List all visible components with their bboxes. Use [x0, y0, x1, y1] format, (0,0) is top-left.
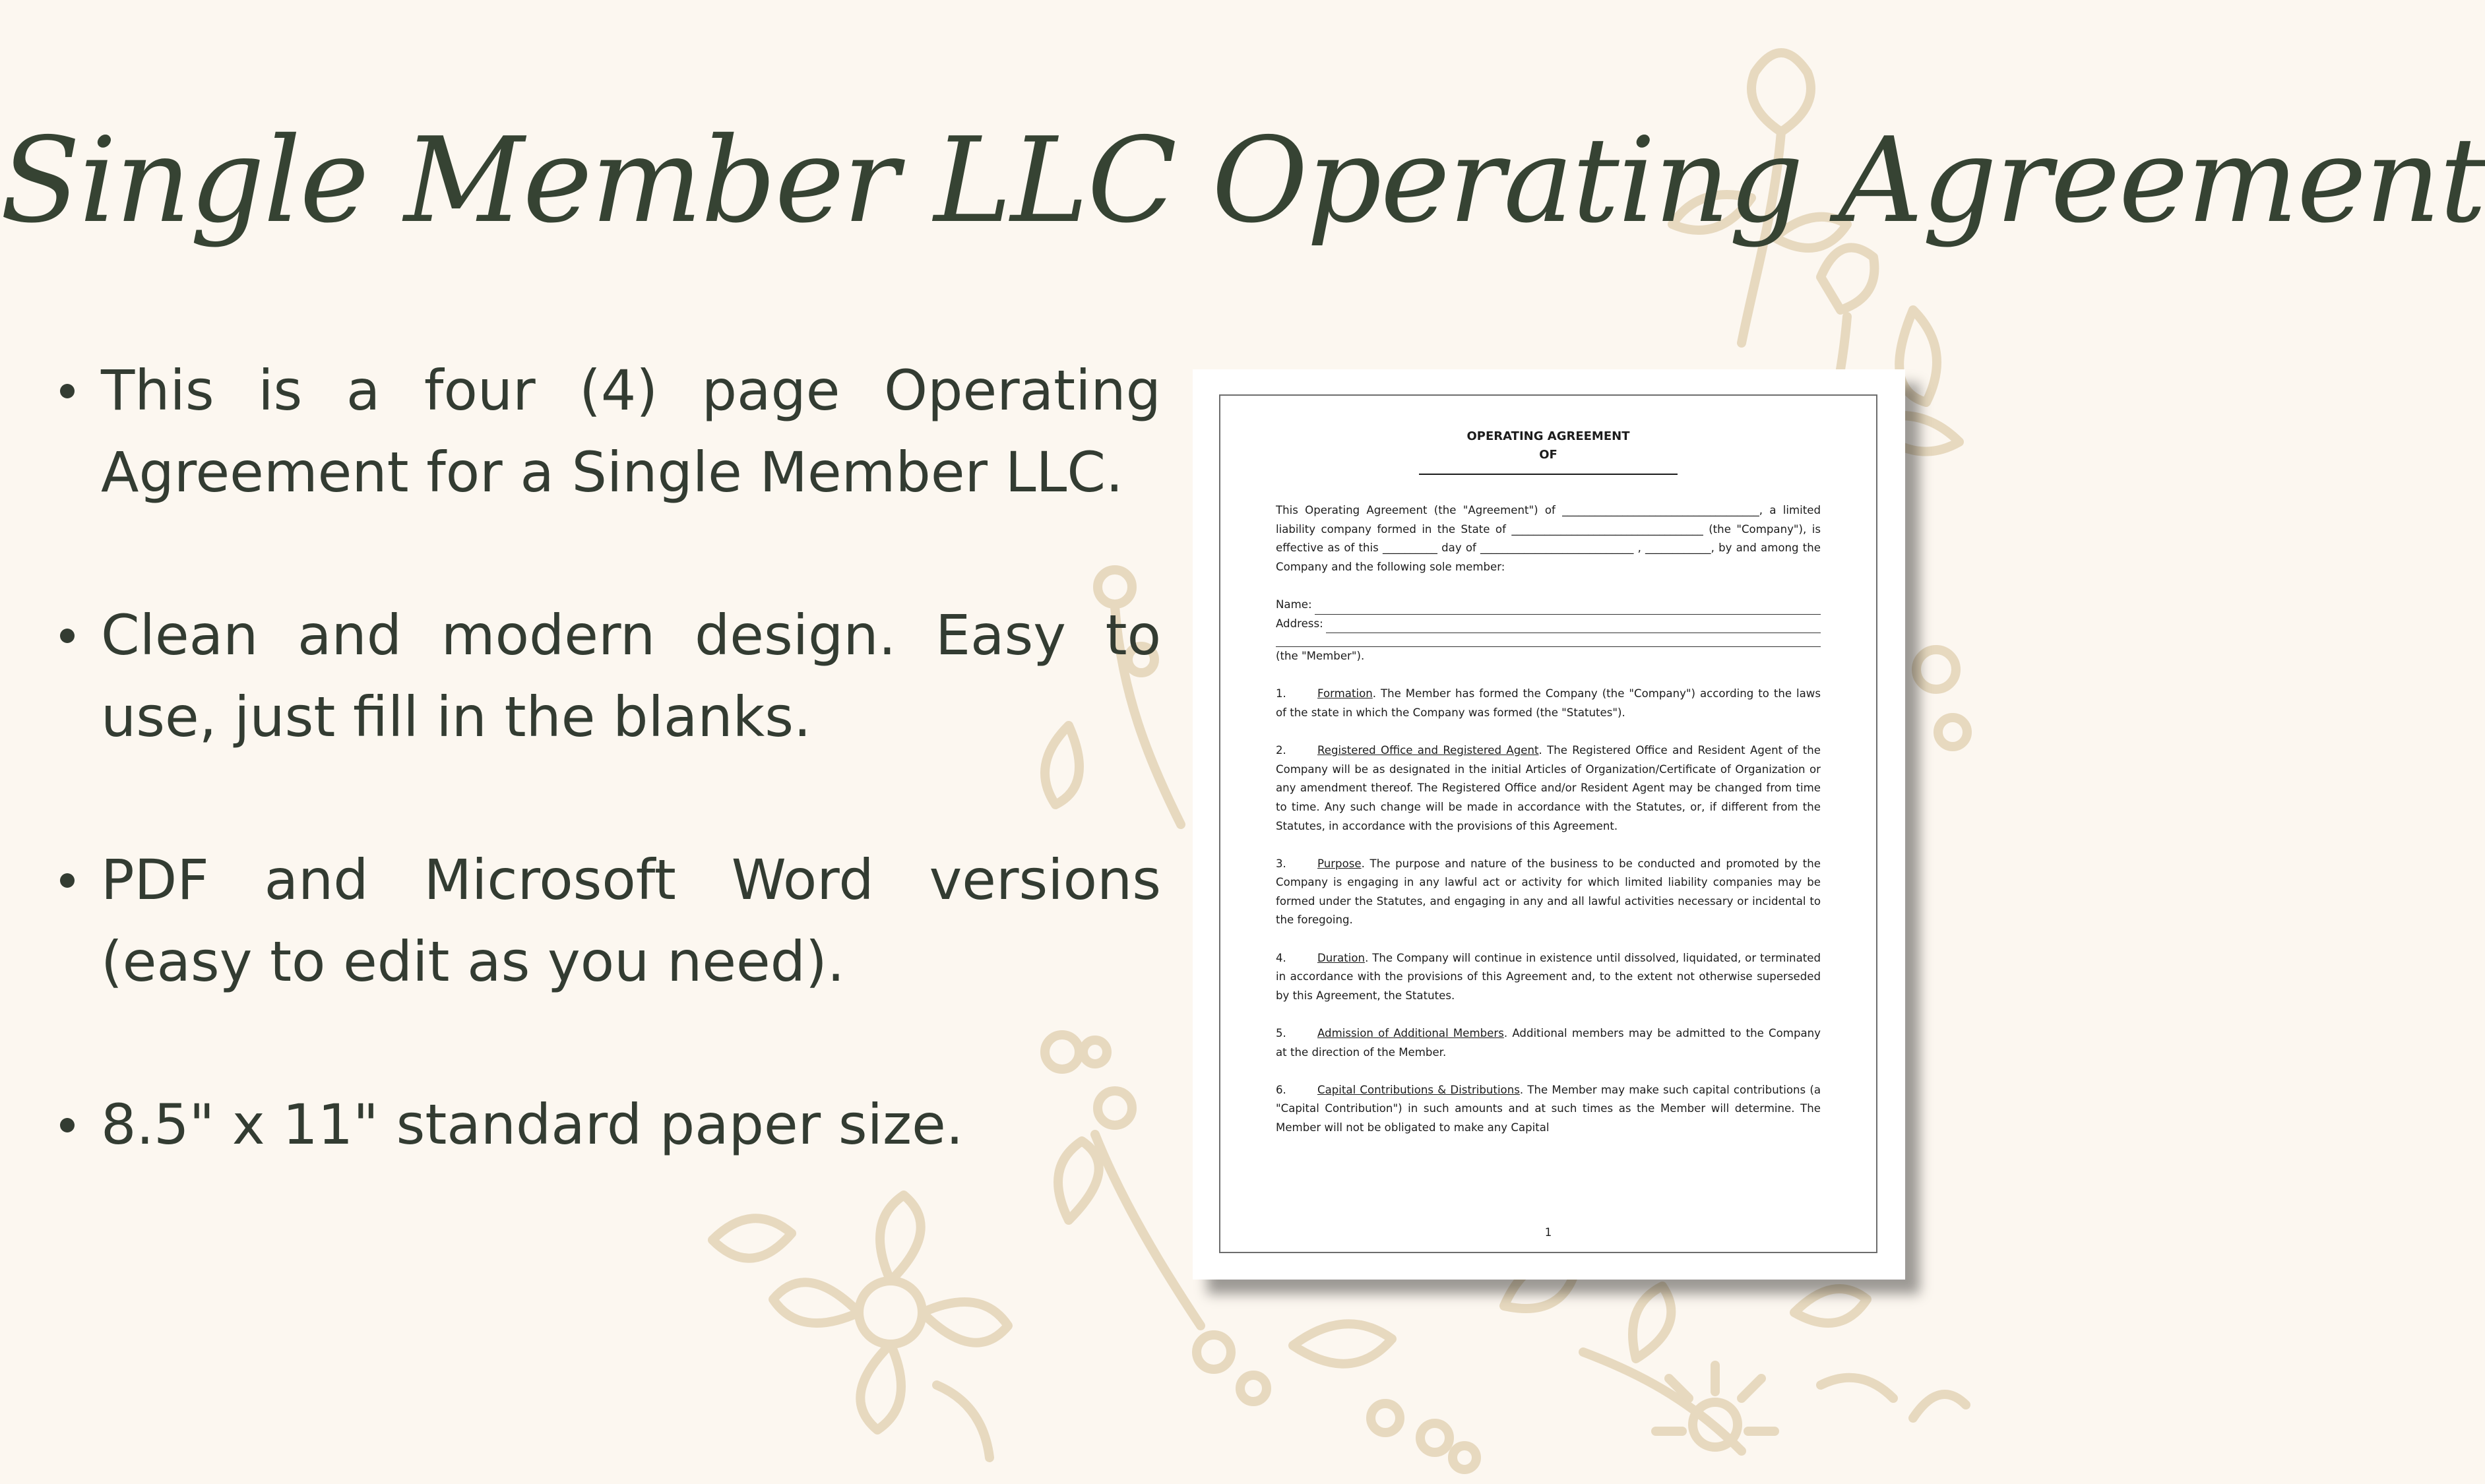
feature-text: Clean and modern design. Easy to use, just fill in the blanks.	[101, 603, 1161, 749]
feature-item-paper-size	[53, 1084, 1161, 1165]
document-preview	[1193, 369, 1905, 1280]
section-number: 3.	[1276, 857, 1286, 870]
address-blank	[1326, 619, 1821, 633]
section-heading: Capital Contributions & Distributions	[1317, 1083, 1520, 1096]
document-body	[1276, 427, 1821, 1138]
name-field	[1276, 596, 1821, 615]
page-number: 1	[1544, 1226, 1552, 1239]
section-number: 4.	[1276, 951, 1286, 964]
name-label: Name:	[1276, 598, 1312, 611]
section-heading: Registered Office and Registered Agent	[1317, 744, 1539, 757]
section-text: . The Member has formed the Company (the "Company") according to the laws of the state in which the Company was formed (the "Statutes").	[1276, 687, 1821, 719]
address-blank-2	[1276, 633, 1821, 647]
feature-text: PDF and Microsoft Word versions (easy to edit as you need).	[101, 848, 1161, 994]
page-title: Single Member LLC Operating Agreement	[0, 112, 2485, 249]
document-heading-of: OF	[1539, 448, 1557, 462]
section-formation	[1276, 685, 1821, 722]
bullet-dot-icon	[60, 873, 75, 888]
feature-list	[53, 350, 1161, 1247]
section-heading: Duration	[1317, 951, 1366, 964]
section-text: . The Company will continue in existence until dissolved, liquidated, or terminated in accordance with the provisions of this Agreement and, to the extent not otherwise superseded by this Agreement, the Statutes.	[1276, 951, 1821, 1002]
section-registered-office	[1276, 741, 1821, 836]
document-border	[1219, 394, 1877, 1253]
section-capital-contributions	[1276, 1081, 1821, 1138]
section-heading: Admission of Additional Members	[1317, 1027, 1504, 1040]
section-heading: Formation	[1317, 687, 1373, 700]
member-label: (the "Member").	[1276, 650, 1365, 663]
feature-text: This is a four (4) page Operating Agreement for a Single Member LLC.	[101, 358, 1161, 505]
section-number: 5.	[1276, 1027, 1286, 1040]
name-blank	[1315, 601, 1821, 615]
section-text: . The purpose and nature of the business to be conducted and promoted by the Company is engaging in any lawful act or activity for which limited liability companies may be formed under the Statutes, and engaging in any and all lawful activities necessary or incidental to the foregoing.	[1276, 857, 1821, 927]
section-additional-members	[1276, 1024, 1821, 1062]
section-text: . Additional members may be admitted to the Company at the direction of the Member.	[1276, 1027, 1821, 1059]
section-number: 2.	[1276, 744, 1286, 757]
feature-item-formats	[53, 839, 1161, 1003]
address-field	[1276, 615, 1821, 634]
feature-item-design	[53, 594, 1161, 758]
bullet-dot-icon	[60, 384, 75, 398]
feature-text: 8.5" x 11" standard paper size.	[101, 1092, 964, 1157]
section-number: 6.	[1276, 1083, 1286, 1096]
company-name-blank	[1419, 474, 1678, 475]
section-duration	[1276, 949, 1821, 1006]
document-intro: This Operating Agreement (the "Agreement") of ____________________________________, a limited liability company formed in the State of ___________________________________ (the "Company"), is effective as of this __________ day of ____________________________ , ____________, by and among the Company and the following sole member:	[1276, 504, 1821, 573]
section-number: 1.	[1276, 687, 1286, 700]
bullet-dot-icon	[60, 629, 75, 643]
section-purpose	[1276, 855, 1821, 930]
section-text: . The Registered Office and Resident Agent of the Company will be as designated in the initial Articles of Organization/Certificate of Organization or any amendment thereof. The Registered Office and/or Resident Agent may be changed from time to time. Any such change will be made in accordance with the Statutes, or, if different from the Statutes, in accordance with the provisions of this Agreement.	[1276, 744, 1821, 832]
section-text: . The Member may make such capital contributions (a "Capital Contribution") in such amounts and at such times as the Member will determine. The Member will not be obligated to make any Capital	[1276, 1083, 1821, 1134]
feature-item-page-count	[53, 350, 1161, 513]
bullet-dot-icon	[60, 1118, 75, 1132]
address-field-line2	[1276, 633, 1821, 647]
address-label: Address:	[1276, 617, 1323, 630]
document-heading: OPERATING AGREEMENT	[1466, 429, 1630, 443]
section-heading: Purpose	[1317, 857, 1362, 870]
